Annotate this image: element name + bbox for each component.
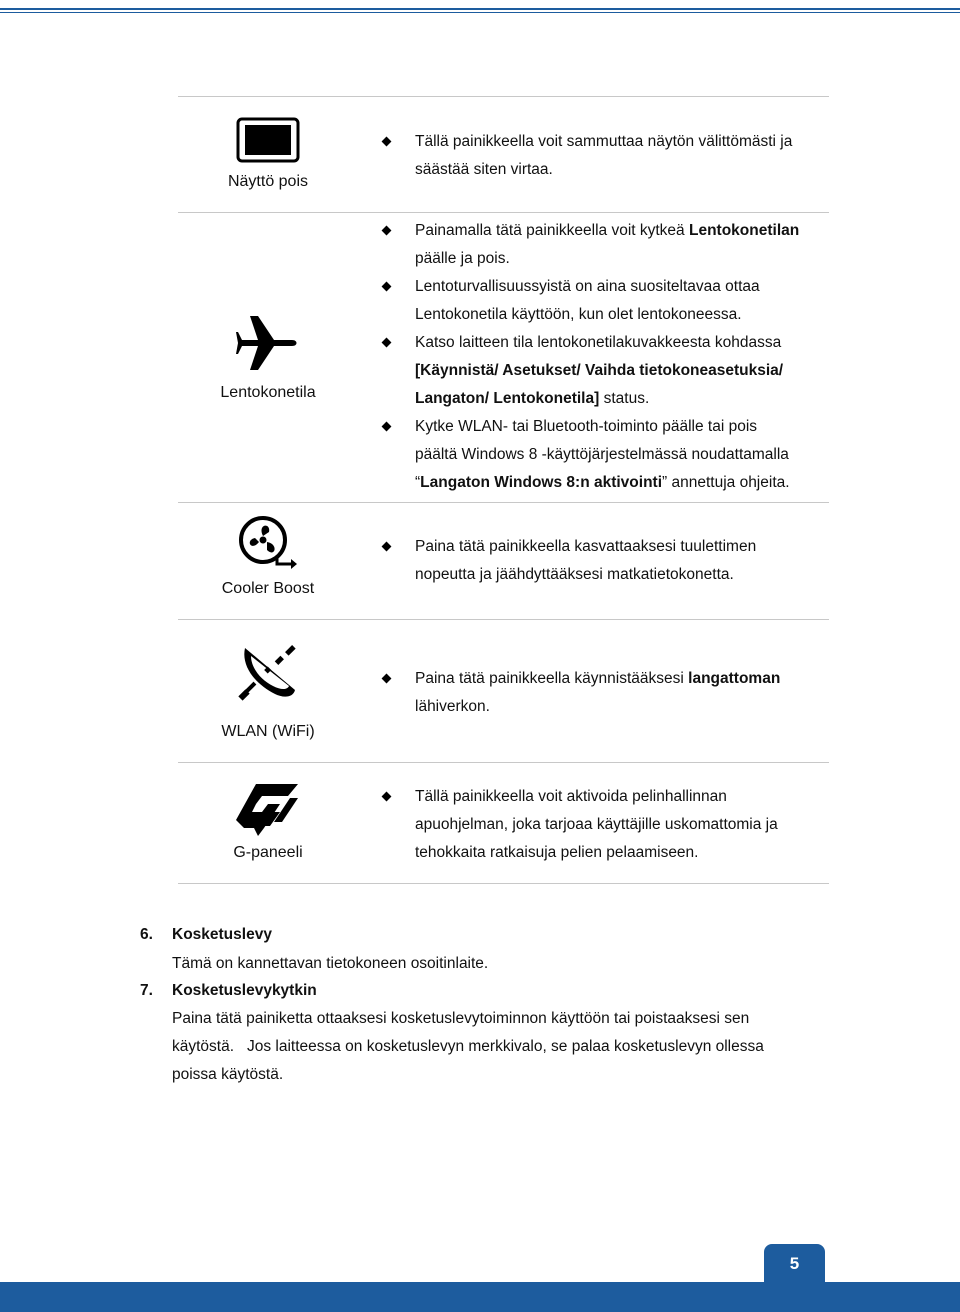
section-title-touchpad-switch: Kosketuslevykytkin — [172, 982, 317, 999]
row-label-cooler-boost: Cooler Boost — [221, 580, 315, 597]
row-label-airplane-mode: Lentokonetila — [220, 384, 316, 401]
page-number: 5 — [764, 1244, 825, 1284]
table-divider — [178, 502, 829, 503]
description-line — [415, 357, 783, 385]
fan-boost-icon — [237, 514, 299, 570]
bold-text: Langaton/ Lentokonetila] — [415, 390, 600, 407]
description-line — [415, 301, 742, 329]
description-line — [415, 561, 734, 589]
text-span: Paina tätä painikkeella käynnistääksesi — [415, 670, 689, 687]
row-label-g-panel: G-paneeli — [233, 844, 303, 861]
section-text: Paina tätä painiketta ottaaksesi kosketuslevytoiminnon käyttöön tai poistaaksesi sen — [172, 1010, 750, 1027]
description-line — [415, 665, 780, 693]
table-divider — [178, 883, 829, 884]
description-line — [415, 413, 757, 441]
text-span: ” annettuja ohjeita. — [662, 474, 790, 491]
text-span: lähiverkon. — [415, 698, 490, 715]
text-span: päältä Windows 8 -käyttöjärjestelmässä noudattamalla — [415, 446, 789, 463]
text-span: Katso laitteen tila lentokonetilakuvakkeesta kohdassa — [415, 334, 782, 351]
text-span: Painamalla tätä painikkeella voit kytkeä — [415, 222, 689, 239]
bold-text: Lentokonetilan — [688, 222, 800, 239]
description-line — [415, 533, 756, 561]
description-line — [415, 469, 790, 497]
text-span: Tällä painikkeella voit aktivoida pelinhallinnan — [415, 788, 727, 805]
row-label-display-off: Näyttö pois — [227, 173, 309, 190]
bold-text: Langaton Windows 8:n aktivointi — [420, 474, 663, 491]
table-divider — [178, 96, 829, 97]
text-span: Lentokonetila käyttöön, kun olet lentokoneessa. — [415, 306, 742, 323]
text-span: Lentoturvallisuussyistä on aina suositeltavaa ottaa — [415, 278, 760, 295]
header-rule — [0, 8, 960, 10]
text-span: Paina tätä painikkeella kasvattaaksesi tuulettimen — [415, 538, 757, 555]
airplane-icon — [236, 312, 300, 372]
description-line — [415, 783, 727, 811]
table-divider — [178, 619, 829, 620]
text-span: päälle ja pois. — [415, 250, 510, 267]
description-line — [415, 441, 789, 469]
text-span: säästää siten virtaa. — [415, 161, 553, 178]
table-divider — [178, 212, 829, 213]
description-line — [415, 128, 792, 156]
text-span: nopeutta ja jäähdyttääksesi matkatietokonetta. — [415, 566, 734, 583]
text-span: Kytke WLAN- tai Bluetooth-toiminto päälle tai pois — [415, 418, 758, 435]
description-line — [415, 156, 553, 184]
text-span: tehokkaita ratkaisuja pelien pelaamiseen. — [415, 844, 699, 861]
description-line — [415, 273, 760, 301]
section-number: 7. — [140, 982, 153, 999]
section-number: 6. — [140, 926, 153, 943]
display-off-icon — [236, 117, 300, 163]
text-span: “ — [415, 474, 421, 491]
text-span: Tällä painikkeella voit sammuttaa näytön välittömästi ja — [415, 133, 793, 150]
description-line — [415, 245, 510, 273]
satellite-wifi-icon — [237, 638, 299, 702]
description-line — [415, 693, 490, 721]
description-line — [415, 839, 698, 867]
row-label-wlan: WLAN (WiFi) — [221, 723, 315, 740]
description-line — [415, 217, 799, 245]
description-line — [415, 329, 781, 357]
header-rule-thin — [0, 12, 960, 13]
text-span: apuohjelman, joka tarjoaa käyttäjille uskomattomia ja — [415, 816, 778, 833]
section-text: käytöstä. Jos laitteessa on kosketuslevyn merkkivalo, se palaa kosketuslevyn ollessa — [172, 1038, 764, 1055]
section-title-touchpad: Kosketuslevy — [172, 926, 272, 943]
description-line — [415, 385, 649, 413]
text-span: status. — [599, 390, 650, 407]
g-panel-icon — [236, 782, 300, 836]
bold-text: langattoman — [688, 670, 781, 687]
footer-band — [0, 1282, 960, 1312]
bold-text: [Käynnistä/ Asetukset/ Vaihda tietokoneasetuksia/ — [415, 362, 784, 379]
table-divider — [178, 762, 829, 763]
section-text: Tämä on kannettavan tietokoneen osoitinlaite. — [172, 955, 489, 972]
section-text: poissa käytöstä. — [172, 1066, 284, 1083]
description-line — [415, 811, 778, 839]
